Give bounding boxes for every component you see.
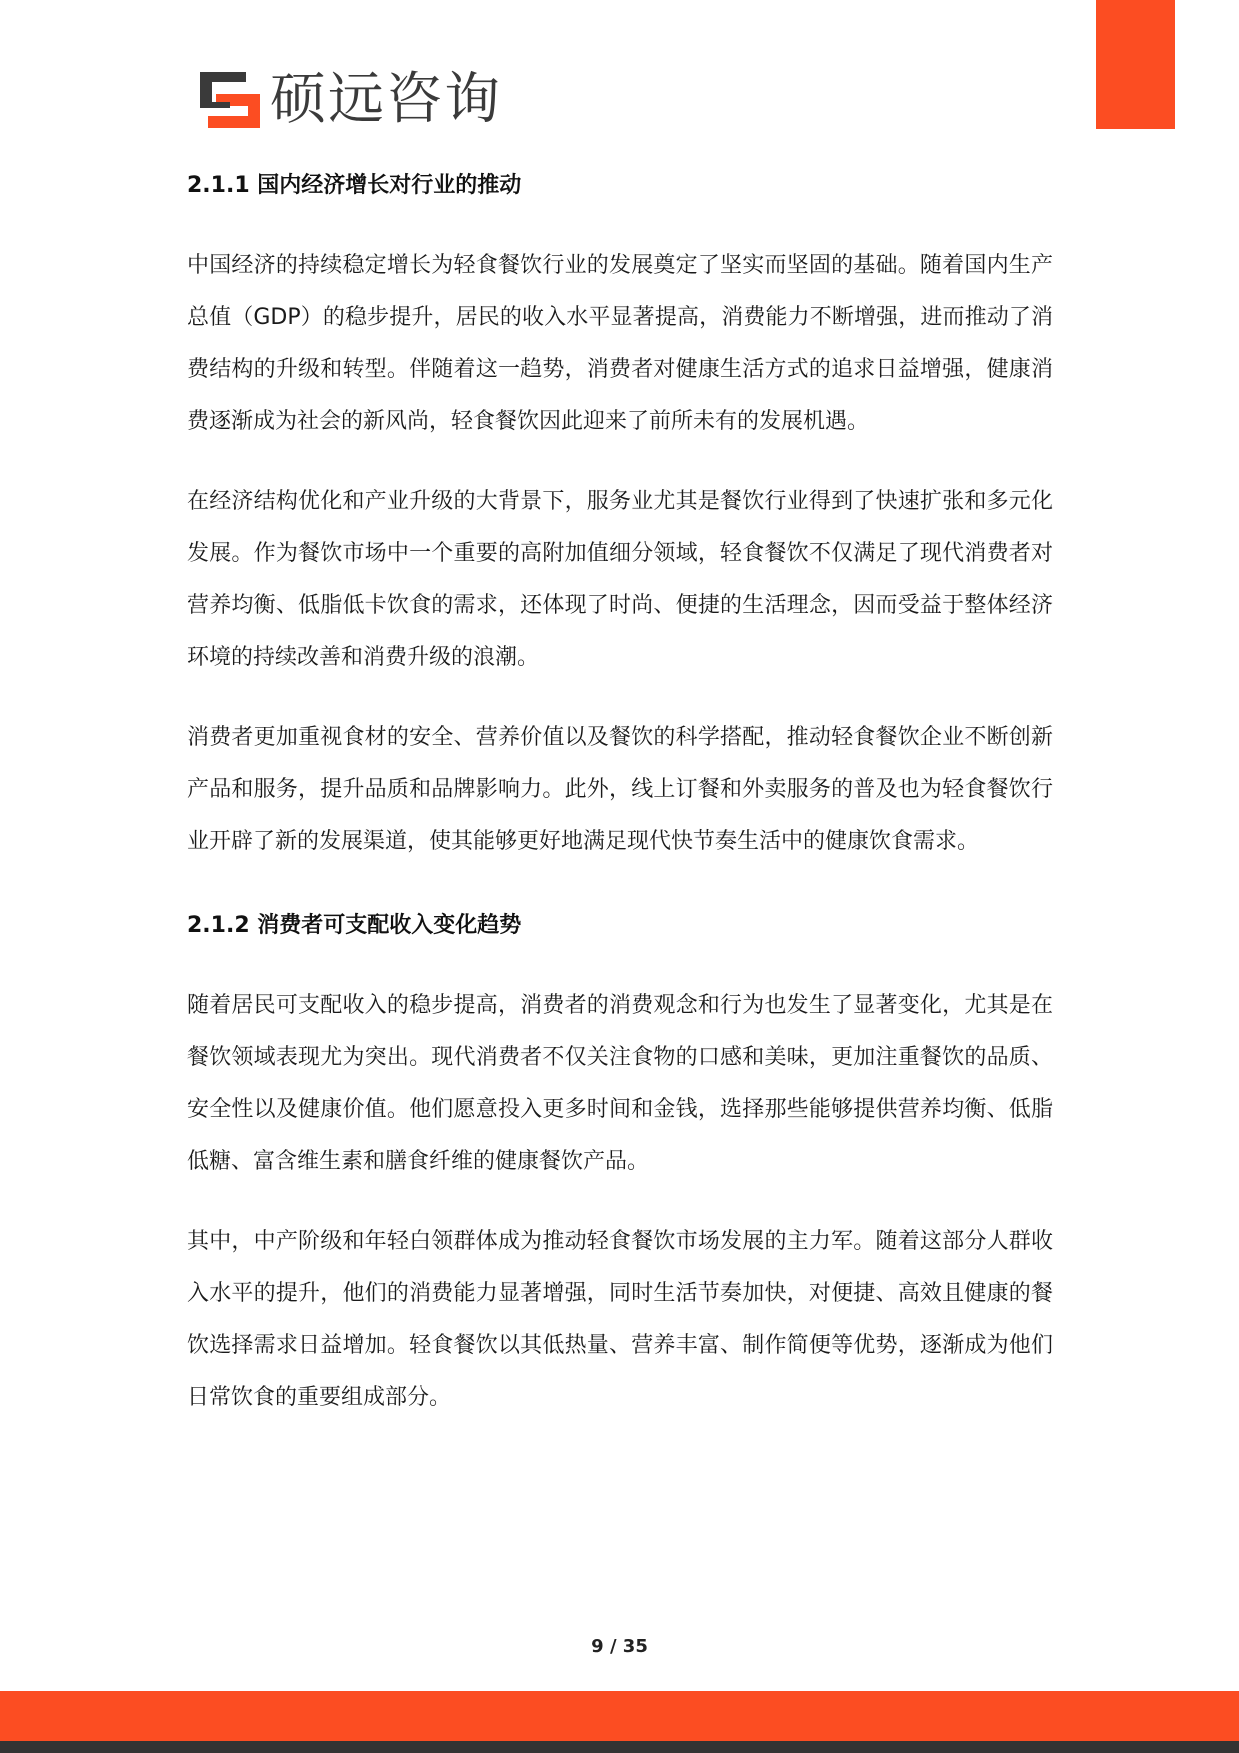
- paragraph: 其中，中产阶级和年轻白领群体成为推动轻食餐饮市场发展的主力军。随着这部分人群收入水平的提升，他们的消费能力显著增强，同时生活节奏加快，对便捷、高效且健康的餐饮选择需求日益增加。轻食餐饮以其低热量、营养丰富、制作简便等优势，逐渐成为他们日常饮食的重要组成部分。: [187, 1229, 1053, 1410]
- paragraph: 中国经济的持续稳定增长为轻食餐饮行业的发展奠定了坚实而坚固的基础。随着国内生产总值（GDP）的稳步提升，居民的收入水平显著提高，消费能力不断增强，进而推动了消费结构的升级和转型。伴随着这一趋势，消费者对健康生活方式的追求日益增强，健康消费逐渐成为社会的新风尚，轻食餐饮因此迎来了前所未有的发展机遇。: [187, 253, 1053, 434]
- paragraph: 消费者更加重视食材的安全、营养价值以及餐饮的科学搭配，推动轻食餐饮企业不断创新产品和服务，提升品质和品牌影响力。此外，线上订餐和外卖服务的普及也为轻食餐饮行业开辟了新的发展渠道，使其能够更好地满足现代快节奏生活中的健康饮食需求。: [187, 725, 1053, 854]
- corner-accent-tab: [1096, 0, 1175, 129]
- brand-mark-icon: [200, 72, 260, 128]
- section-heading: 2.1.2 消费者可支配收入变化趋势: [187, 913, 522, 938]
- page-number: 9 / 35: [591, 1636, 648, 1657]
- document-body: [187, 160, 1053, 1424]
- brand-logo: [200, 67, 502, 132]
- paragraph: 随着居民可支配收入的稳步提高，消费者的消费观念和行为也发生了显著变化，尤其是在餐饮领域表现尤为突出。现代消费者不仅关注食物的口感和美味，更加注重餐饮的品质、安全性以及健康价值。他们愿意投入更多时间和金钱，选择那些能够提供营养均衡、低脂低糖、富含维生素和膳食纤维的健康餐饮产品。: [187, 993, 1053, 1174]
- section-heading: 2.1.1 国内经济增长对行业的推动: [187, 173, 522, 198]
- footer-dark-strip: [0, 1741, 1239, 1753]
- brand-name: 硕远咨询: [270, 67, 502, 132]
- paragraph: 在经济结构优化和产业升级的大背景下，服务业尤其是餐饮行业得到了快速扩张和多元化发展。作为餐饮市场中一个重要的高附加值细分领域，轻食餐饮不仅满足了现代消费者对营养均衡、低脂低卡饮食的需求，还体现了时尚、便捷的生活理念，因而受益于整体经济环境的持续改善和消费升级的浪潮。: [187, 489, 1053, 670]
- footer-accent-bar: [0, 1691, 1239, 1741]
